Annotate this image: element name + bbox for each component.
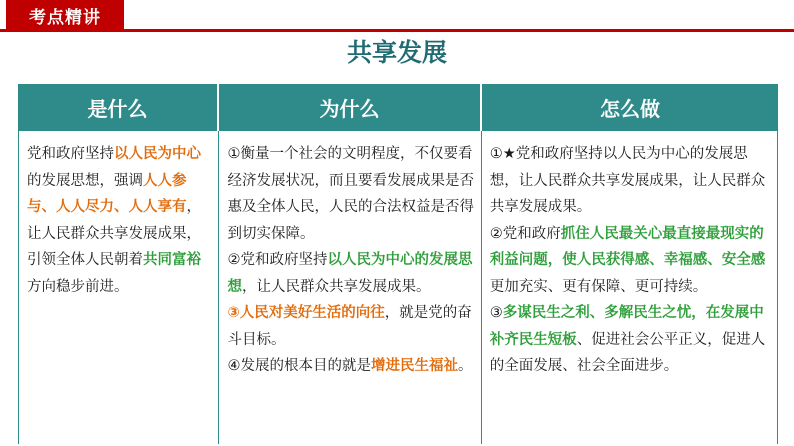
highlight-text: 抓住人民最关心最直接最现实的利益问题，使人民获得感、幸福感、安全感 [489, 225, 766, 268]
body-text: ④发展的根本目的就是 [227, 358, 371, 374]
body-text: ①衡量一个社会的文明程度，不仅要看经济发展状况，而且要看发展成果是否惠及全体人民，人民的合法权益是否得到切实保障。 [227, 146, 474, 242]
highlight-text: 共同富裕 [143, 252, 201, 268]
numbered-point [490, 221, 771, 301]
body-text: ①★党和政府坚持以人民为中心的发展思想，让人民群众共享发展成果，让人民群众共享发展成果。 [489, 146, 766, 215]
body-text: ，让人民群众共享发展成果，引领全体人民朝着 [27, 199, 201, 268]
numbered-point [490, 300, 771, 380]
header-why: 为什么 [219, 84, 482, 131]
body-text: ②党和政府 [489, 225, 561, 242]
cell-why [219, 131, 481, 444]
body-text: 更加充实、更有保障、更可持续。 [489, 278, 708, 295]
body-text: 方向稳步前进。 [27, 278, 129, 295]
body-text: 、促进社会公平正义，促进人的全面发展、社会全面进步。 [489, 331, 766, 374]
highlight-text: 以人民为中心的发展思想 [227, 252, 473, 295]
header-how: 怎么做 [600, 97, 660, 121]
body-text: ③ [489, 305, 503, 321]
body-text: ，让人民群众共享发展成果。 [241, 278, 431, 295]
cell-how [482, 131, 777, 444]
top-divider [0, 29, 794, 32]
cell-what [19, 131, 219, 444]
body-text: ，就是党的奋斗目标。 [227, 305, 472, 348]
highlight-text: 人人参与、人人尽力、人人享有 [27, 172, 187, 215]
numbered-point [490, 141, 771, 221]
numbered-point [227, 300, 474, 353]
highlight-text: 多谋民生之利、多解民生之忧，在发展中补齐民生短板 [489, 305, 764, 348]
body-text: 。 [457, 358, 473, 374]
body-text: 党和政府坚持 [27, 146, 114, 162]
top-bar [0, 0, 794, 36]
body-text: 的发展思想，强调 [27, 172, 143, 189]
paragraph [27, 141, 212, 300]
numbered-point [227, 353, 474, 380]
table-body [18, 131, 778, 444]
highlight-text: ③人民对美好生活的向往 [227, 305, 385, 321]
page-title: 共享发展 [346, 38, 447, 67]
comparison-table [18, 84, 778, 444]
numbered-point [227, 247, 474, 300]
numbered-point [227, 141, 474, 247]
highlight-text: 增进民生福祉 [370, 358, 458, 374]
header-what: 是什么 [18, 84, 219, 131]
body-text: ②党和政府坚持 [227, 252, 328, 268]
highlight-text: 以人民为中心 [114, 146, 201, 162]
section-tag: 考点精讲 [6, 0, 124, 30]
table-header [18, 84, 778, 131]
